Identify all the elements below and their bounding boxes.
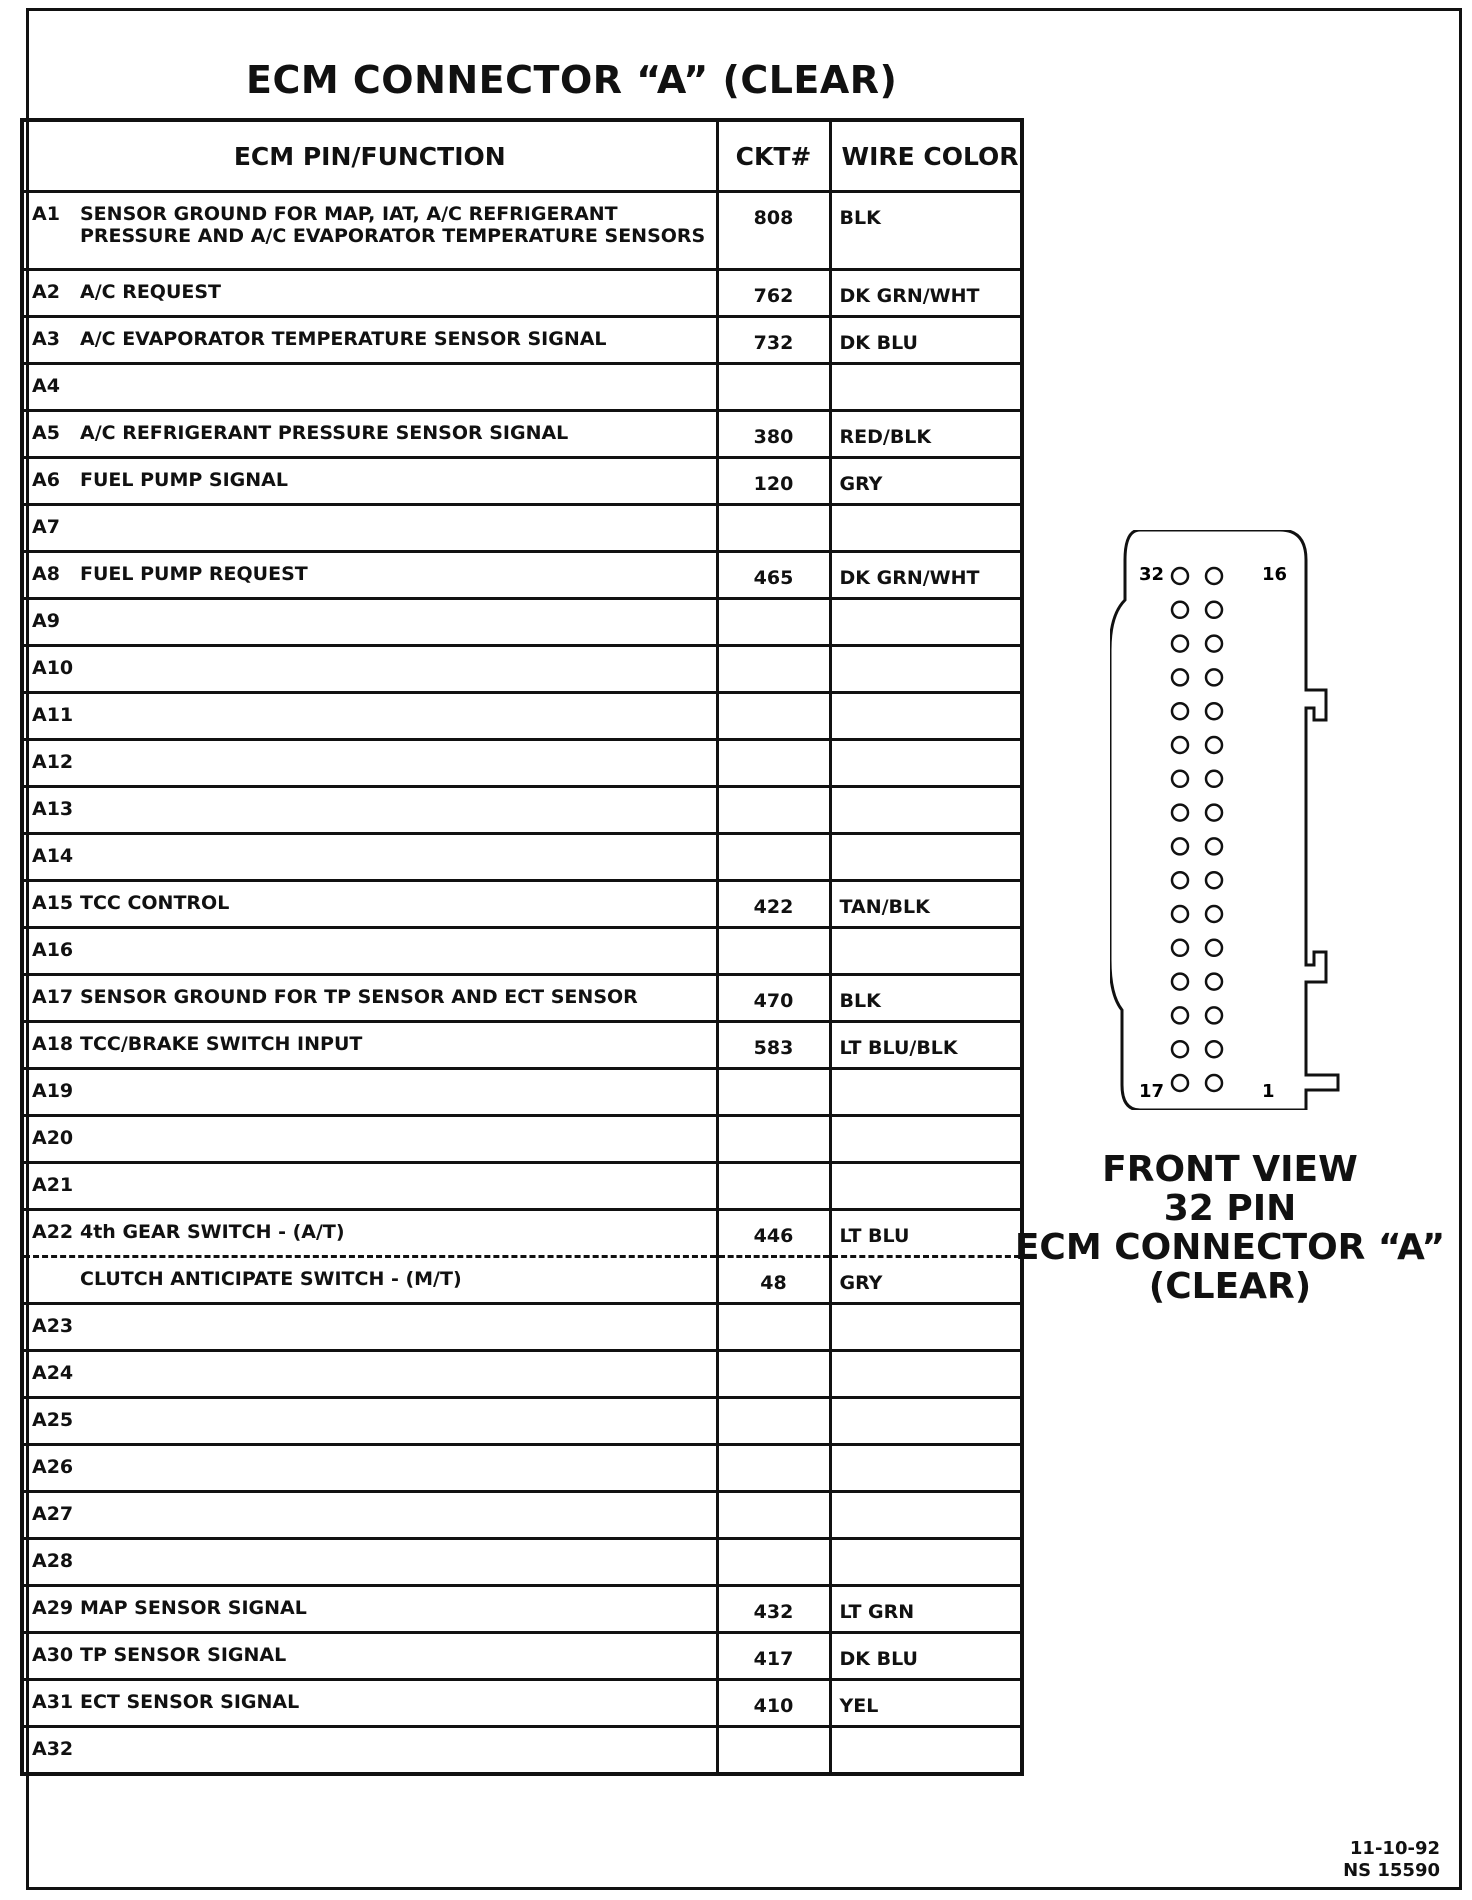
table-row xyxy=(22,693,1022,740)
cell-wire-color: LT BLU xyxy=(830,1210,1022,1257)
table-row xyxy=(22,1492,1022,1539)
pin-function: CLUTCH ANTICIPATE SWITCH - (M/T) xyxy=(80,1268,462,1290)
pin-id: A22 xyxy=(32,1221,74,1243)
pin-id: A5 xyxy=(32,422,60,444)
cell-wire-color xyxy=(830,1304,1022,1351)
cell-circuit-number: 417 xyxy=(717,1633,830,1680)
cell-circuit-number: 410 xyxy=(717,1680,830,1727)
connector-pin xyxy=(1206,568,1222,584)
cell-circuit-number xyxy=(717,599,830,646)
table-row xyxy=(22,1539,1022,1586)
header-ckt: CKT# xyxy=(717,120,830,192)
table-row xyxy=(22,505,1022,552)
connector-outline xyxy=(1110,530,1338,1110)
cell-pin-function xyxy=(22,1351,717,1398)
cell-wire-color xyxy=(830,693,1022,740)
table-row xyxy=(22,975,1022,1022)
connector-pin xyxy=(1206,771,1222,787)
connector-pin xyxy=(1172,568,1188,584)
cell-pin-function xyxy=(22,834,717,881)
cell-circuit-number xyxy=(717,1304,830,1351)
table-row xyxy=(22,1633,1022,1680)
pin-function: FUEL PUMP REQUEST xyxy=(80,563,308,585)
connector-pin xyxy=(1172,703,1188,719)
cell-wire-color xyxy=(830,787,1022,834)
table-row xyxy=(22,928,1022,975)
cell-pin-function xyxy=(22,1586,717,1633)
pin-id: A8 xyxy=(32,563,60,585)
connector-pin xyxy=(1172,1007,1188,1023)
cell-pin-function xyxy=(22,1680,717,1727)
connector-pin xyxy=(1206,805,1222,821)
cell-pin-function xyxy=(22,505,717,552)
connector-pin xyxy=(1206,602,1222,618)
cell-wire-color xyxy=(830,1116,1022,1163)
cell-wire-color: GRY xyxy=(830,1257,1022,1304)
pin-id: A28 xyxy=(32,1550,74,1572)
cell-circuit-number xyxy=(717,1163,830,1210)
cell-wire-color xyxy=(830,1069,1022,1116)
cell-circuit-number xyxy=(717,740,830,787)
pin-id: A27 xyxy=(32,1503,74,1525)
cell-circuit-number: 465 xyxy=(717,552,830,599)
header-function: ECM PIN/FUNCTION xyxy=(22,120,717,192)
pin-function: TCC CONTROL xyxy=(80,892,230,914)
connector-pin xyxy=(1206,1007,1222,1023)
pin-id: A4 xyxy=(32,375,60,397)
pin-table xyxy=(20,118,1024,1776)
connector-pin xyxy=(1206,703,1222,719)
caption-pin-count: 32 PIN xyxy=(1163,1188,1297,1229)
cell-circuit-number: 422 xyxy=(717,881,830,928)
table-row xyxy=(22,411,1022,458)
caption-connector-name: ECM CONNECTOR “A” xyxy=(1014,1227,1446,1268)
cell-circuit-number: 762 xyxy=(717,270,830,317)
connector-pin xyxy=(1172,771,1188,787)
connector-pin xyxy=(1206,1075,1222,1091)
pin-id: A30 xyxy=(32,1644,74,1666)
cell-pin-function xyxy=(22,1398,717,1445)
cell-circuit-number: 732 xyxy=(717,317,830,364)
cell-wire-color: BLK xyxy=(830,192,1022,270)
connector-diagram xyxy=(1110,530,1350,1110)
pin-label-1: 1 xyxy=(1262,1081,1275,1102)
connector-pin xyxy=(1206,1041,1222,1057)
table-row xyxy=(22,599,1022,646)
connector-caption xyxy=(1010,1150,1450,1306)
pin-function: A/C REFRIGERANT PRESSURE SENSOR SIGNAL xyxy=(80,422,569,444)
table-body xyxy=(22,192,1022,1774)
cell-circuit-number xyxy=(717,693,830,740)
connector-pin xyxy=(1172,940,1188,956)
cell-wire-color: DK BLU xyxy=(830,317,1022,364)
cell-pin-function xyxy=(22,1163,717,1210)
pin-function: A/C REQUEST xyxy=(80,281,222,303)
cell-wire-color: BLK xyxy=(830,975,1022,1022)
pin-function: 4th GEAR SWITCH - (A/T) xyxy=(80,1221,345,1243)
caption-front-view: FRONT VIEW xyxy=(1102,1149,1358,1190)
table-row xyxy=(22,1163,1022,1210)
pin-id: A10 xyxy=(32,657,74,679)
cell-wire-color xyxy=(830,834,1022,881)
pin-id: A18 xyxy=(32,1033,74,1055)
pin-function: SENSOR GROUND FOR TP SENSOR AND ECT SENSOR xyxy=(80,986,638,1008)
pin-function: TP SENSOR SIGNAL xyxy=(80,1644,287,1666)
connector-pin xyxy=(1172,737,1188,753)
cell-wire-color xyxy=(830,1398,1022,1445)
pin-label-16: 16 xyxy=(1262,564,1288,585)
cell-pin-function xyxy=(22,192,717,270)
cell-pin-function xyxy=(22,928,717,975)
cell-wire-color: DK GRN/WHT xyxy=(830,552,1022,599)
cell-circuit-number xyxy=(717,787,830,834)
document-date: 11-10-92 xyxy=(1349,1838,1440,1859)
cell-circuit-number: 808 xyxy=(717,192,830,270)
cell-circuit-number: 432 xyxy=(717,1586,830,1633)
pin-id: A15 xyxy=(32,892,74,914)
cell-wire-color: LT GRN xyxy=(830,1586,1022,1633)
connector-pins xyxy=(1172,568,1222,1091)
cell-circuit-number xyxy=(717,1727,830,1774)
connector-pin xyxy=(1172,974,1188,990)
cell-circuit-number: 48 xyxy=(717,1257,830,1304)
table-row xyxy=(22,1727,1022,1774)
table-row xyxy=(22,740,1022,787)
cell-wire-color xyxy=(830,364,1022,411)
connector-pin xyxy=(1172,805,1188,821)
table-row xyxy=(22,646,1022,693)
table-row xyxy=(22,270,1022,317)
table-row xyxy=(22,458,1022,505)
table-row xyxy=(22,1586,1022,1633)
pin-id: A31 xyxy=(32,1691,74,1713)
table-row xyxy=(22,364,1022,411)
cell-pin-function xyxy=(22,1539,717,1586)
cell-circuit-number xyxy=(717,1398,830,1445)
cell-pin-function xyxy=(22,1069,717,1116)
connector-pin xyxy=(1172,602,1188,618)
cell-wire-color: TAN/BLK xyxy=(830,881,1022,928)
cell-circuit-number xyxy=(717,1351,830,1398)
cell-circuit-number: 446 xyxy=(717,1210,830,1257)
cell-wire-color xyxy=(830,928,1022,975)
pin-id: A12 xyxy=(32,751,74,773)
cell-pin-function xyxy=(22,317,717,364)
cell-pin-function xyxy=(22,364,717,411)
pin-id: A25 xyxy=(32,1409,74,1431)
cell-wire-color xyxy=(830,1727,1022,1774)
pin-id: A26 xyxy=(32,1456,74,1478)
cell-circuit-number xyxy=(717,364,830,411)
connector-pin xyxy=(1172,1041,1188,1057)
pin-function: SENSOR GROUND FOR MAP, IAT, A/C REFRIGERANT PRESSURE AND A/C EVAPORATOR TEMPERATURE SENSORS xyxy=(80,203,706,247)
cell-wire-color: DK BLU xyxy=(830,1633,1022,1680)
cell-circuit-number xyxy=(717,834,830,881)
cell-wire-color xyxy=(830,1163,1022,1210)
connector-pin xyxy=(1206,906,1222,922)
connector-pin xyxy=(1172,1075,1188,1091)
pin-id: A23 xyxy=(32,1315,74,1337)
pin-function: A/C EVAPORATOR TEMPERATURE SENSOR SIGNAL xyxy=(80,328,607,350)
connector-pin xyxy=(1206,737,1222,753)
cell-wire-color: GRY xyxy=(830,458,1022,505)
pin-id: A20 xyxy=(32,1127,74,1149)
connector-pin xyxy=(1206,838,1222,854)
cell-pin-function xyxy=(22,646,717,693)
cell-circuit-number xyxy=(717,1445,830,1492)
cell-wire-color: RED/BLK xyxy=(830,411,1022,458)
cell-pin-function xyxy=(22,458,717,505)
connector-pin xyxy=(1206,940,1222,956)
table-header-row xyxy=(22,120,1022,192)
cell-pin-function xyxy=(22,975,717,1022)
document-reference: NS 15590 xyxy=(1343,1860,1440,1881)
pin-id: A11 xyxy=(32,704,74,726)
pin-id: A3 xyxy=(32,328,60,350)
table-row xyxy=(22,1680,1022,1727)
connector-pin xyxy=(1172,906,1188,922)
cell-wire-color xyxy=(830,1492,1022,1539)
cell-wire-color xyxy=(830,646,1022,693)
pin-function: ECT SENSOR SIGNAL xyxy=(80,1691,300,1713)
cell-circuit-number xyxy=(717,1116,830,1163)
pin-function: MAP SENSOR SIGNAL xyxy=(80,1597,307,1619)
cell-circuit-number xyxy=(717,505,830,552)
table-row xyxy=(22,552,1022,599)
pin-id: A1 xyxy=(32,203,60,225)
cell-pin-function xyxy=(22,1257,717,1304)
pin-id: A32 xyxy=(32,1738,74,1760)
cell-pin-function xyxy=(22,1633,717,1680)
pin-function: FUEL PUMP SIGNAL xyxy=(80,469,288,491)
cell-pin-function xyxy=(22,1210,717,1257)
cell-circuit-number: 120 xyxy=(717,458,830,505)
pin-id: A9 xyxy=(32,610,60,632)
table-row xyxy=(22,1210,1022,1257)
connector-pin xyxy=(1206,669,1222,685)
pin-label-17: 17 xyxy=(1138,1081,1164,1102)
connector-pin xyxy=(1172,636,1188,652)
cell-wire-color: LT BLU/BLK xyxy=(830,1022,1022,1069)
cell-wire-color xyxy=(830,1445,1022,1492)
table-row xyxy=(22,1069,1022,1116)
pin-id: A21 xyxy=(32,1174,74,1196)
pin-id: A2 xyxy=(32,281,60,303)
cell-circuit-number xyxy=(717,928,830,975)
cell-pin-function xyxy=(22,693,717,740)
pin-id: A6 xyxy=(32,469,60,491)
table-row xyxy=(22,1257,1022,1304)
pin-id: A16 xyxy=(32,939,74,961)
cell-circuit-number: 380 xyxy=(717,411,830,458)
cell-pin-function xyxy=(22,270,717,317)
cell-wire-color xyxy=(830,505,1022,552)
pin-id: A14 xyxy=(32,845,74,867)
table-row xyxy=(22,192,1022,270)
connector-pin xyxy=(1172,669,1188,685)
cell-pin-function xyxy=(22,1022,717,1069)
cell-pin-function xyxy=(22,1492,717,1539)
header-wire-color: WIRE COLOR xyxy=(830,120,1022,192)
cell-pin-function xyxy=(22,552,717,599)
cell-pin-function xyxy=(22,1445,717,1492)
table-row xyxy=(22,834,1022,881)
table-row xyxy=(22,317,1022,364)
table-row xyxy=(22,1398,1022,1445)
cell-pin-function xyxy=(22,1304,717,1351)
connector-pin xyxy=(1206,974,1222,990)
cell-wire-color xyxy=(830,1351,1022,1398)
table-row xyxy=(22,881,1022,928)
cell-wire-color: DK GRN/WHT xyxy=(830,270,1022,317)
caption-clear: (CLEAR) xyxy=(1148,1266,1312,1307)
cell-wire-color xyxy=(830,599,1022,646)
cell-circuit-number: 583 xyxy=(717,1022,830,1069)
pin-id: A19 xyxy=(32,1080,74,1102)
pin-id: A24 xyxy=(32,1362,74,1384)
connector-pin xyxy=(1206,872,1222,888)
table-row xyxy=(22,1351,1022,1398)
pin-id: A17 xyxy=(32,986,74,1008)
table-row xyxy=(22,1022,1022,1069)
cell-circuit-number xyxy=(717,1492,830,1539)
cell-pin-function xyxy=(22,787,717,834)
table-row xyxy=(22,1304,1022,1351)
cell-pin-function xyxy=(22,1116,717,1163)
cell-wire-color xyxy=(830,1539,1022,1586)
cell-wire-color xyxy=(830,740,1022,787)
cell-pin-function xyxy=(22,740,717,787)
pin-id: A29 xyxy=(32,1597,74,1619)
pin-label-32: 32 xyxy=(1138,564,1164,585)
cell-pin-function xyxy=(22,881,717,928)
cell-circuit-number: 470 xyxy=(717,975,830,1022)
connector-pin xyxy=(1206,636,1222,652)
cell-circuit-number xyxy=(717,1539,830,1586)
pin-id: A7 xyxy=(32,516,60,538)
cell-pin-function xyxy=(22,599,717,646)
pin-function: TCC/BRAKE SWITCH INPUT xyxy=(80,1033,363,1055)
connector-pin xyxy=(1172,872,1188,888)
cell-pin-function xyxy=(22,411,717,458)
cell-pin-function xyxy=(22,1727,717,1774)
table-row xyxy=(22,787,1022,834)
cell-circuit-number xyxy=(717,646,830,693)
connector-pin xyxy=(1172,838,1188,854)
pin-id: A13 xyxy=(32,798,74,820)
page-title: ECM CONNECTOR “A” (CLEAR) xyxy=(246,58,898,102)
table-row xyxy=(22,1445,1022,1492)
table-row xyxy=(22,1116,1022,1163)
cell-circuit-number xyxy=(717,1069,830,1116)
cell-wire-color: YEL xyxy=(830,1680,1022,1727)
